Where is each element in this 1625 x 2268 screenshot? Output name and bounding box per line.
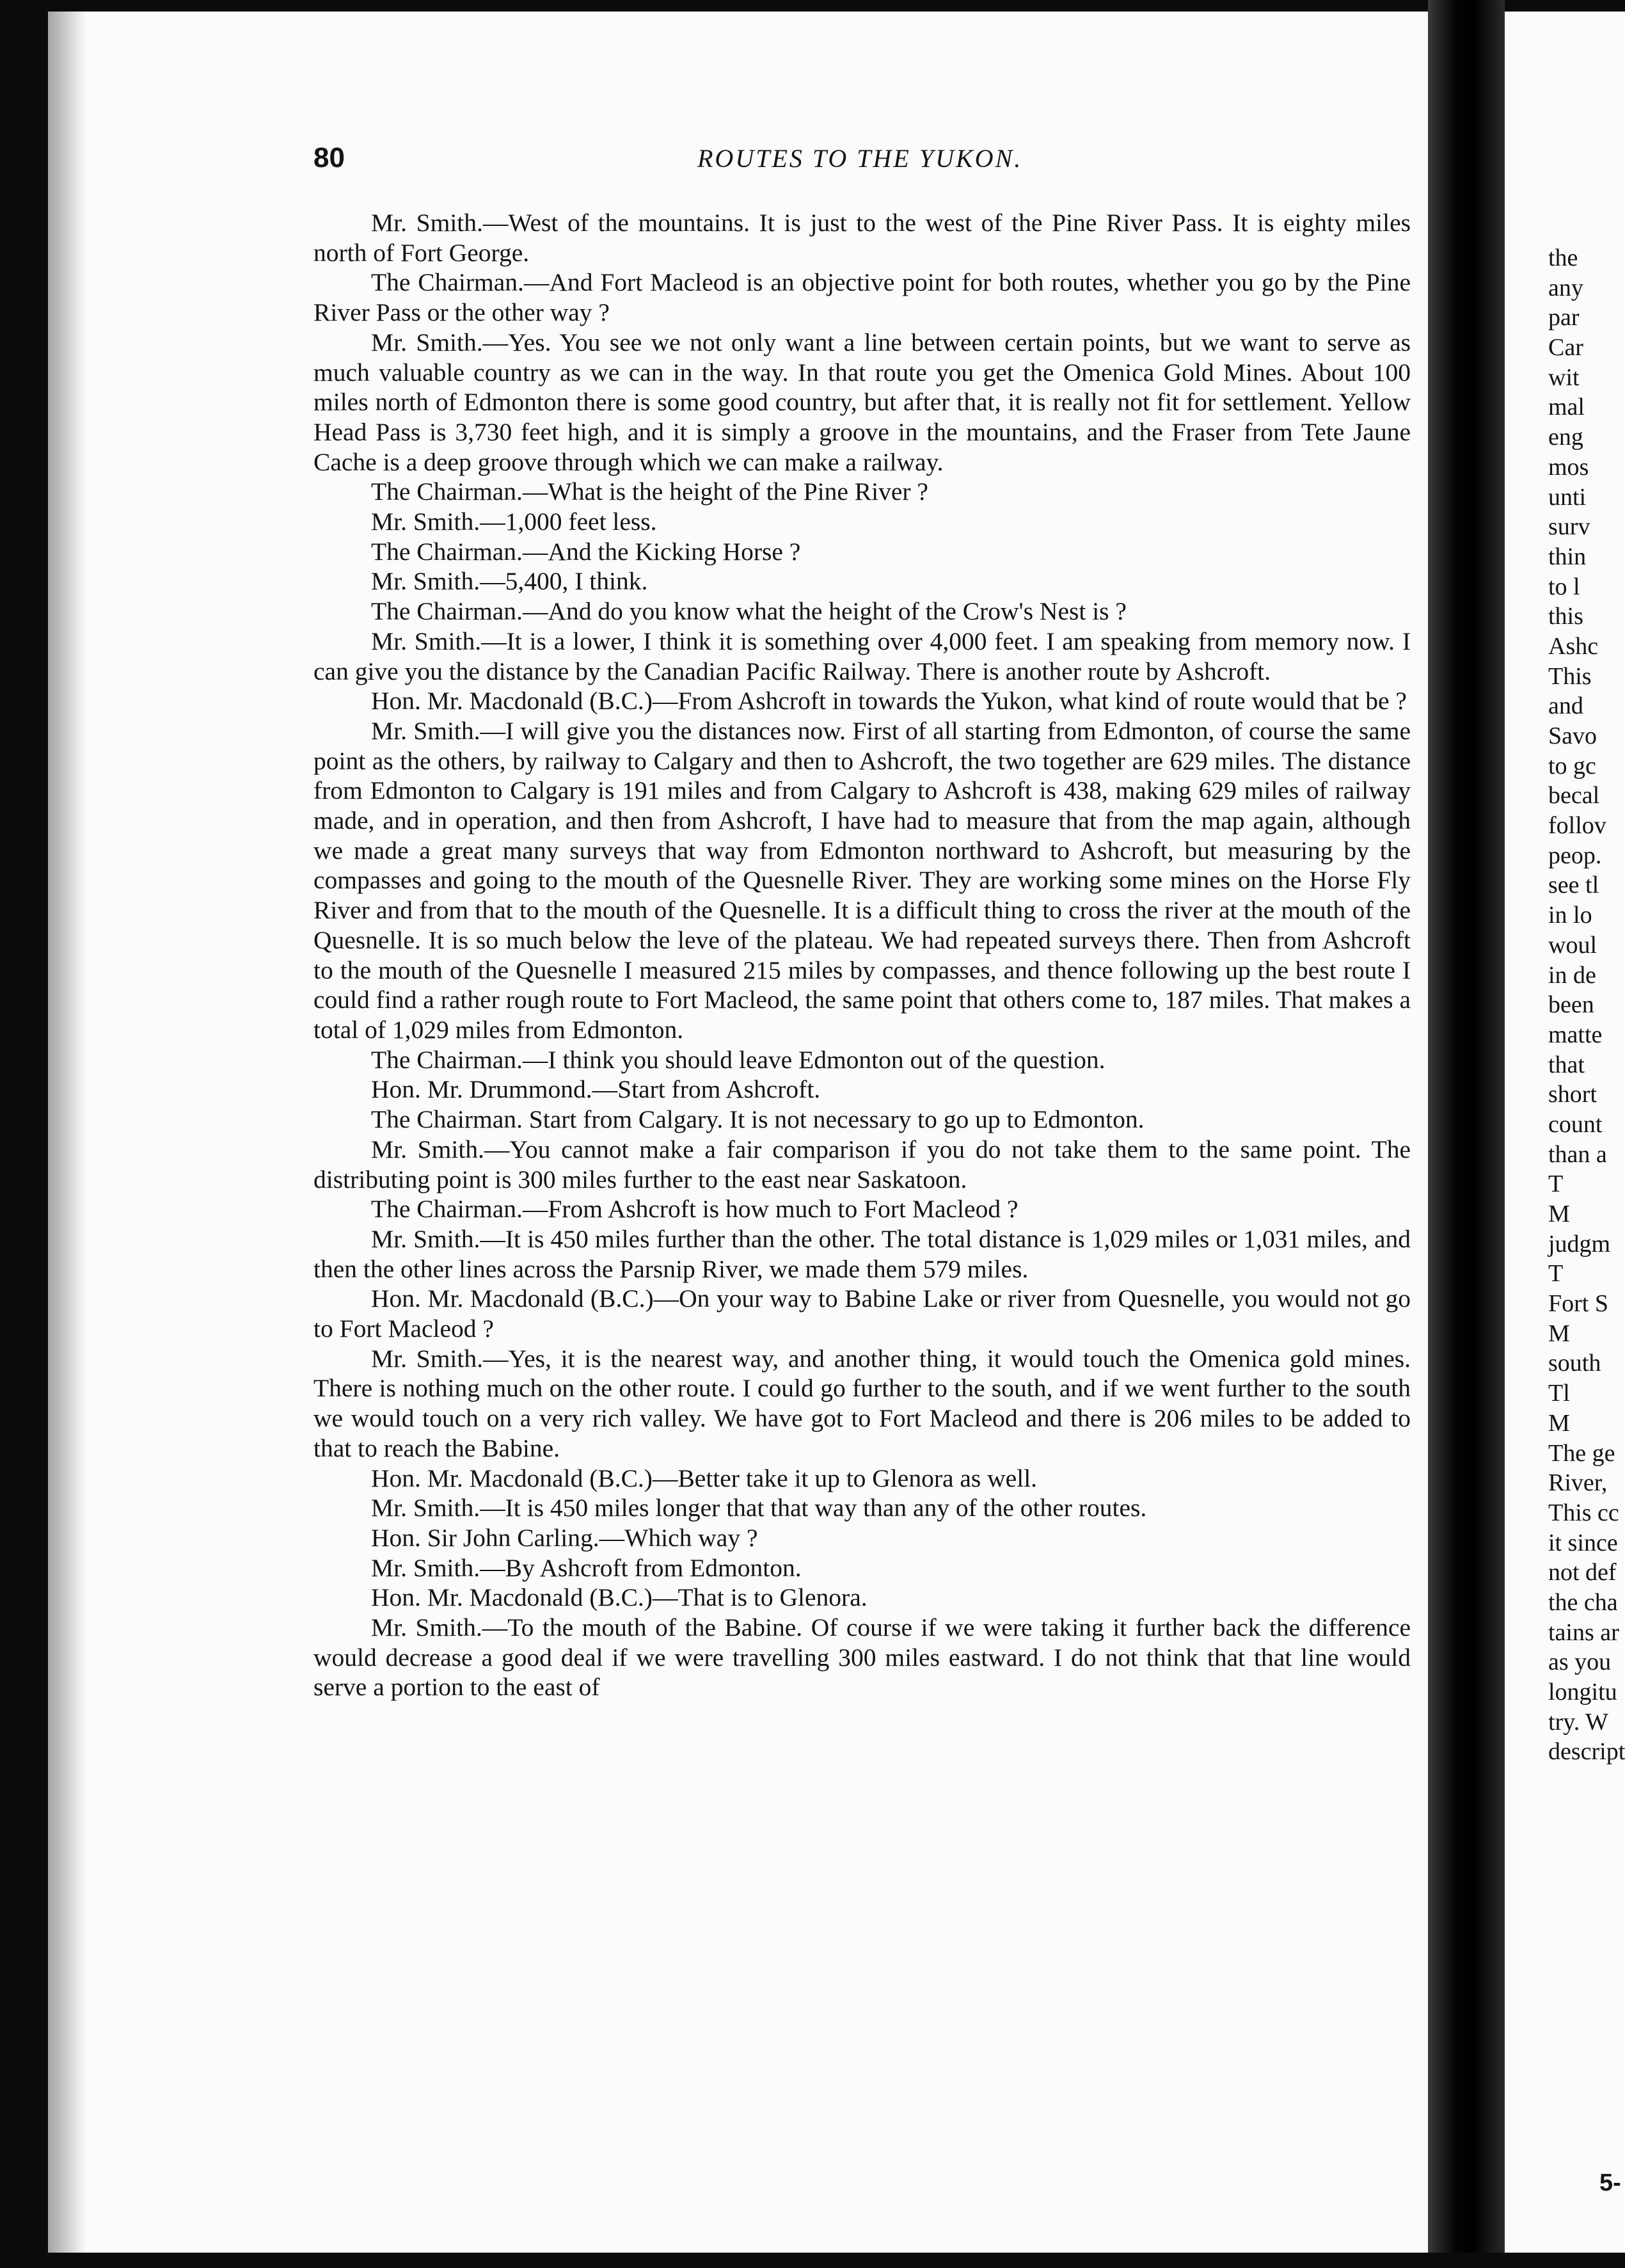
paragraph: Mr. Smith.—5,400, I think. [371,567,648,596]
right-page-line: in de [1548,961,1596,989]
paragraph: Mr. Smith.—West of the mountains. It is just to the west of the Pine River Pass. It is eighty miles north of Fort George. [313,209,1411,267]
page-shadow [48,12,86,2253]
paragraph: Hon. Mr. Macdonald (B.C.)—From Ashcroft in towards the Yukon, what kind of route would that be ? [371,687,1407,715]
scan-edge-left [0,0,48,2268]
paragraph: Hon. Mr. Drummond.—Start from Ashcroft. [371,1075,821,1104]
right-page-line: been [1548,991,1594,1019]
right-page-line: woul [1548,931,1597,959]
paragraph: Hon. Mr. Macdonald (B.C.)—That is to Glenora. [371,1583,868,1612]
right-page-line: matte [1548,1021,1603,1048]
right-page-line: that [1548,1051,1585,1078]
right-page-footer: 5- [1599,2169,1621,2196]
right-page-line: tains ar [1548,1618,1619,1646]
body-text [313,208,1411,1702]
paragraph: The Chairman.—I think you should leave Edmonton out of the question. [371,1045,1106,1074]
page-header [313,142,1395,187]
right-page-line: Savo [1548,723,1597,749]
paragraph: Hon. Mr. Macdonald (B.C.)—On your way to Babine Lake or river from Quesnelle, you would not go to Fort Macleod ? [313,1284,1411,1343]
right-page-line: follov [1548,812,1606,840]
paragraph: The Chairman.—And do you know what the height of the Crow's Nest is ? [371,597,1127,626]
right-page-line: the cha [1548,1588,1618,1616]
right-page-line: The ge [1548,1439,1615,1467]
paragraph: Mr. Smith.—Yes. You see we not only want a line between certain points, but we want to serve as much valuable country as we can in the way. In that route you get the Omenica Gold Mines. About 100 miles north of Edmonton there is some good country, but after that, it is really not fit for settlement. Yellow Head Pass is 3,730 feet high, and it is simply a groove in the mountains, and the Fraser from Tete Jaune Cache is a deep groove through which we can make a railway. [313,328,1411,476]
page-number: 80 [313,142,345,173]
right-page-line: to l [1548,573,1580,600]
right-page-line: Fort S [1548,1290,1608,1318]
right-page-line: M [1548,1201,1570,1227]
right-page-line: wit [1548,363,1580,391]
right-page-line: it since [1548,1529,1618,1556]
paragraph: Mr. Smith.—You cannot make a fair comparison if you do not take them to the same point. The distributing point is 300 miles further to the east near Saskatoon. [313,1135,1411,1194]
right-page-line: M [1548,1409,1570,1437]
scan-edge-bottom [0,2253,1625,2268]
book-spine [1428,0,1505,2268]
right-page-line: T [1548,1170,1564,1198]
right-page-line: try. W [1548,1708,1608,1736]
right-page-line: eng [1548,424,1583,451]
right-page-line: Tl [1548,1380,1570,1407]
right-page-line: any [1548,274,1583,301]
paragraph: Mr. Smith.—To the mouth of the Babine. Of course if we were taking it further back the difference would decrease a good deal if we were travelling 300 miles eastward. I do not think that that line would serve a portion to the east of [313,1613,1411,1702]
right-page-line: and [1548,692,1583,720]
right-page-text [1548,243,1625,1767]
right-page-line: T [1548,1260,1564,1288]
paragraph: Mr. Smith.—It is 450 miles further than the other. The total distance is 1,029 miles or 1,031 miles, and then the other lines across the Parsnip River, we made them 579 miles. [313,1224,1411,1283]
right-page-line: the [1548,244,1578,271]
right-page-line: This [1548,662,1592,690]
right-page-line: in lo [1548,902,1592,929]
right-page-line: than a [1548,1140,1607,1168]
scan-edge-top [0,0,1625,12]
right-page-line: count [1548,1110,1603,1138]
right-page-line: south [1548,1350,1601,1377]
right-page-line: thin [1548,543,1587,570]
right-page-line: not def [1548,1559,1617,1586]
paragraph: Mr. Smith.—Yes, it is the nearest way, and another thing, it would touch the Omenica gold mines. There is nothing much on the other route. I could go further to the south, and if we went further to the south we would touch on a very rich valley. We have got to Fort Macleod and there is 206 miles to be added to that to reach the Babine. [313,1344,1411,1462]
right-page-line: Car [1548,334,1583,362]
right-page-line: judgm [1548,1230,1611,1258]
paragraph: Hon. Mr. Macdonald (B.C.)—Better take it up to Glenora as well. [371,1464,1038,1492]
right-page-line: mos [1548,453,1589,481]
paragraph: Mr. Smith.—I will give you the distances now. First of all starting from Edmonton, of course the same point as the others, by railway to Calgary and then to Ashcroft, the two together are 629 miles. The distance from Edmonton to Calgary is 191 miles and from Calgary to Ashcroft is 438, making 629 miles of railway made, and in operation, and then from Ashcroft, I have had to measure that from the map again, although we made a great many surveys that way from Edmonton northward to Ashcroft, but measuring by the compasses and going to the mouth of the Quesnelle River. They are working some mines on the Horse Fly River and from that to the mouth of the Quesnelle. It is a difficult thing to cross the river at the mouth of the Quesnelle. It is so much below the leve of the plateau. We had repeated surveys there. Then from Ashcroft to the mouth of the Quesnelle I measured 215 miles by compasses, and thence following up the best route I could find a rather rough route to Fort Macleod, the same point that others come to, 187 miles. That makes a total of 1,029 miles from Edmonton. [313,716,1411,1044]
right-page-line: peop. [1548,842,1602,869]
right-page-line: becal [1548,782,1600,810]
right-page-line: as you [1548,1649,1612,1676]
right-page-line: mal [1548,394,1585,421]
right-page-line: par [1548,304,1580,331]
right-page-line: short [1548,1081,1597,1108]
right-page-line: longitu [1548,1679,1617,1705]
right-page-line: This cc [1548,1499,1619,1526]
right-page-line: this [1548,603,1583,630]
right-page-line: M [1548,1320,1570,1347]
paragraph: Mr. Smith.—It is 450 miles longer that that way than any of the other routes. [371,1494,1147,1522]
right-page-line: descript [1548,1738,1625,1766]
paragraph: Mr. Smith.—It is a lower, I think it is something over 4,000 feet. I am speaking from memory now. I can give you the distance by the Canadian Pacific Railway. There is another route by Ashcroft. [313,627,1411,685]
paragraph: The Chairman.—From Ashcroft is how much to Fort Macleod ? [371,1195,1019,1224]
right-page-line: to gc [1548,752,1596,779]
right-page-line: see tl [1548,872,1599,899]
right-page-line: unti [1548,483,1587,511]
running-head: ROUTES TO THE YUKON. [697,144,1023,173]
paragraph: Mr. Smith.—By Ashcroft from Edmonton. [371,1553,802,1582]
paragraph: Hon. Sir John Carling.—Which way ? [371,1523,758,1552]
paragraph: The Chairman.—And the Kicking Horse ? [371,537,801,566]
right-page-line: River, [1548,1469,1608,1497]
paragraph: The Chairman.—What is the height of the Pine River ? [371,477,928,506]
paragraph: The Chairman. Start from Calgary. It is not necessary to go up to Edmonton. [371,1105,1145,1134]
right-page-line: Ashc [1548,632,1599,660]
right-page-line: surv [1548,513,1590,541]
paragraph: The Chairman.—And Fort Macleod is an objective point for both routes, whether you go by the Pine River Pass or the other way ? [313,268,1411,327]
paragraph: Mr. Smith.—1,000 feet less. [371,507,657,536]
